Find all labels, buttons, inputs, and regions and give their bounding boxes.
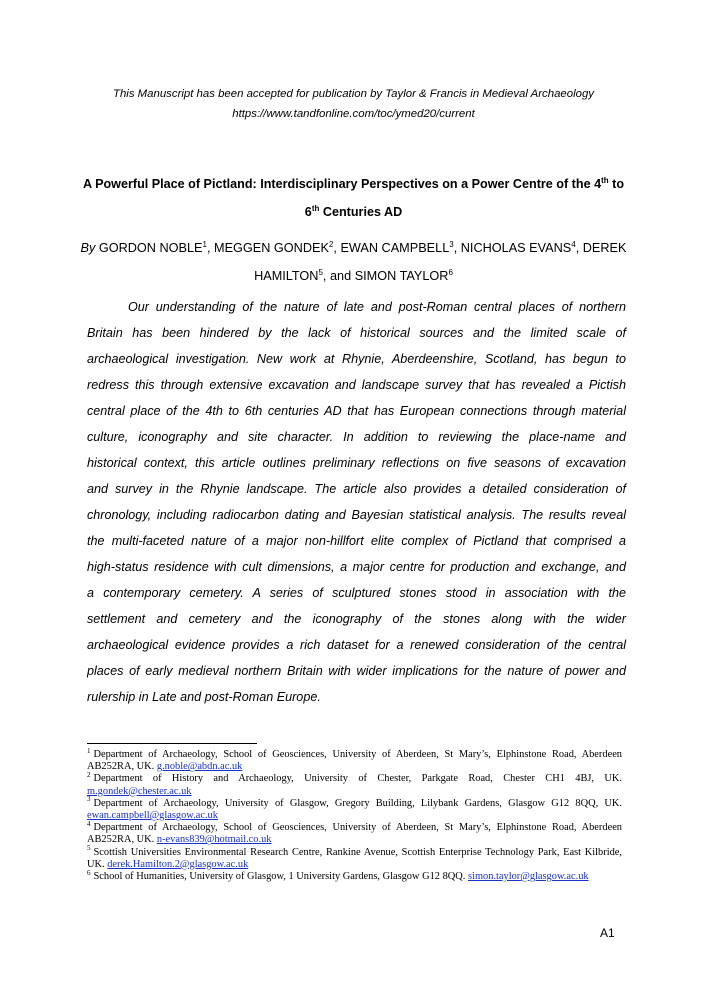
- author-name: GORDON NOBLE: [98, 241, 203, 255]
- author-list: By GORDON NOBLE$^1$, MEGGEN GONDEK$^2$, EWAN CAMPBELL$^3$, NICHOLAS EVANS$^4$, DEREK HAMILTON$^5$, and SIMON TAYLOR$^6$: [80, 239, 627, 283]
- abstract-line: historical context, this article outlines preliminary reflections on five seasons of excavation: [87, 456, 626, 470]
- abstract-line: and survey in the Rhynie landscape. The article also provides a detailed consideration of: [87, 482, 626, 496]
- abstract-line: places of early medieval northern Britain with wider implications for the nature of power and: [87, 664, 626, 678]
- footnote-text: Department of Archaeology, University of Glasgow, Gregory Building, Lilybank Gardens, Glasgow G12 8QQ, UK.: [93, 797, 622, 809]
- abstract-line: chronology, including radiocarbon dating and Bayesian statistical analysis. The results reveal: [87, 508, 626, 522]
- page-number: A1: [600, 926, 615, 940]
- notice-line-1: This Manuscript has been accepted for publication by Taylor & Francis in Medieval Archaeology: [113, 88, 594, 100]
- footnote-divider: [87, 743, 257, 744]
- author-footnote-ref: 4: [571, 239, 576, 249]
- footnote: [87, 746, 622, 773]
- abstract-line: central place of the 4th to 6th centuries AD that has European connections through material: [87, 404, 626, 418]
- footnote: [87, 844, 622, 871]
- author-name: DEREK HAMILTON: [254, 241, 627, 283]
- footnote-number: 3: [87, 795, 91, 804]
- abstract-line: redress this through extensive excavation and landscape survey that has revealed a Pictish: [87, 378, 626, 392]
- publication-notice: [60, 84, 647, 124]
- author-name: EWAN CAMPBELL: [340, 241, 450, 255]
- abstract-line: settlement and cemetery and the iconography of the stones along with the wider: [87, 612, 626, 626]
- author-name: MEGGEN GONDEK: [214, 241, 329, 255]
- footnotes: [87, 746, 622, 883]
- footnote-number: 5: [87, 844, 91, 853]
- author-footnote-ref: 5: [318, 267, 323, 277]
- title-superscript-1: th: [601, 175, 609, 185]
- author-and: and: [329, 269, 352, 283]
- author-footnote-ref: 3: [449, 239, 454, 249]
- title-part-3: 6: [304, 205, 312, 219]
- abstract-line: a contemporary cemetery. A series of sculptured stones stood in association with the: [87, 586, 626, 600]
- author-footnote-ref: 1: [202, 239, 207, 249]
- footnote-email-link[interactable]: derek.Hamilton.2@glasgow.ac.uk: [107, 858, 249, 870]
- footnote-number: 6: [87, 868, 91, 877]
- title-part-1: A Powerful Place of Pictland: Interdisciplinary Perspectives on a Power Centre of the 4: [82, 177, 602, 191]
- abstract-line: archaeological investigation. New work at Rhynie, Aberdeenshire, Scotland, has begun to: [87, 352, 626, 366]
- footnote-email-link[interactable]: ewan.campbell@glasgow.ac.uk: [87, 810, 218, 822]
- footnote: [87, 819, 622, 846]
- abstract: [87, 294, 626, 710]
- title-part-2: to: [608, 177, 625, 191]
- abstract-line: rulership in Late and post-Roman Europe.: [87, 690, 321, 704]
- notice-line-2: https://www.tandfonline.com/toc/ymed20/current: [232, 108, 475, 120]
- footnote-email-link[interactable]: g.noble@abdn.ac.uk: [156, 761, 243, 773]
- article-title: [70, 170, 637, 226]
- author-name: NICHOLAS EVANS: [460, 241, 572, 255]
- footnote-email-link[interactable]: simon.taylor@glasgow.ac.uk: [468, 871, 589, 883]
- footnote-number: 4: [87, 819, 91, 828]
- author-footnote-ref: 6: [448, 267, 453, 277]
- abstract-line: Britain has been hindered by the lack of historical sources and the limited scale of: [87, 326, 626, 340]
- title-superscript-2: th: [311, 203, 320, 213]
- author-name: SIMON TAYLOR: [354, 269, 449, 283]
- footnote-email-link[interactable]: n-evans839@hotmail.co.uk: [156, 834, 272, 846]
- footnote-text: School of Humanities, University of Glasgow, 1 University Gardens, Glasgow G12 8QQ.: [93, 871, 466, 883]
- author-footnote-ref: 2: [328, 239, 334, 249]
- abstract-line: high-status residence with cult dimensions, a major centre for production and exchange, and: [87, 560, 626, 574]
- footnote-text: Department of Archaeology, School of Geosciences, University of Aberdeen, St Mary’s, Elphinstone Road, Aberdeen AB252RA, UK.: [87, 822, 622, 846]
- footnote: [87, 868, 622, 883]
- author-by: By: [80, 241, 96, 255]
- abstract-line: archaeological evidence provides a rich dataset for a renewed consideration of the central: [87, 638, 626, 652]
- footnote-number: 2: [87, 770, 91, 779]
- footnote: [87, 795, 622, 822]
- title-part-4: Centuries AD: [319, 205, 403, 219]
- footnote-email-link[interactable]: m.gondek@chester.ac.uk: [87, 785, 192, 797]
- abstract-line: culture, iconography and site character. In addition to reviewing the place-name and: [87, 430, 626, 444]
- footnote: [87, 770, 622, 797]
- footnote-text: Department of Archaeology, School of Geosciences, University of Aberdeen, St Mary’s, Elphinstone Road, Aberdeen AB252RA, UK.: [87, 749, 622, 773]
- footnote-text: Department of History and Archaeology, University of Chester, Parkgate Road, Chester CH1 4BJ, UK.: [93, 773, 622, 785]
- abstract-line: Our understanding of the nature of late and post-Roman central places of northern: [128, 300, 626, 314]
- footnote-number: 1: [87, 746, 91, 755]
- abstract-line: the multi-faceted nature of a major non-hillfort elite complex of Pictland that comprised a: [87, 534, 626, 548]
- footnote-text: Scottish Universities Environmental Research Centre, Rankine Avenue, Scottish Enterprise Technology Park, East Kilbride, UK.: [87, 846, 622, 870]
